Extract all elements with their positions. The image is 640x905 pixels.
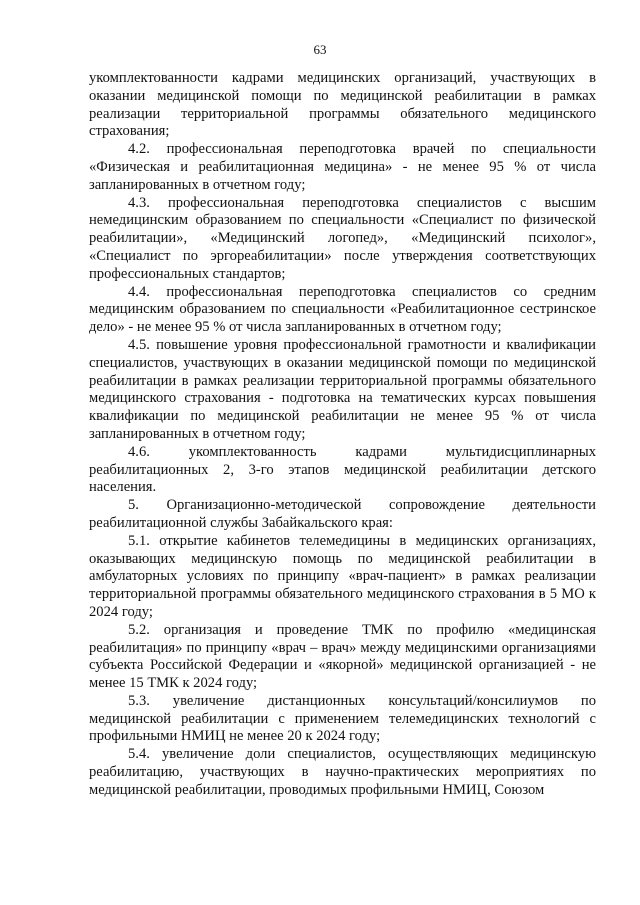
paragraph-5-2: 5.2. организация и проведение ТМК по профилю «медицинская реабилитация» по принципу «врач – врач» между медицинскими организациями субъекта Российской Федерации и «якорной» медицинской организацией - не менее 15 ТМК к 2024 году; — [89, 621, 596, 692]
paragraph-4-2: 4.2. профессиональная переподготовка врачей по специальности «Физическая и реабилитационная медицина» - не менее 95 % от числа запланированных в отчетном году; — [89, 141, 596, 193]
section-5-heading: 5. Организационно-методической сопровождение деятельности реабилитационной службы Забайкальского края: — [89, 497, 596, 531]
paragraph-5-3: 5.3. увеличение дистанционных консультаций/консилиумов по медицинской реабилитации с применением телемедицинских технологий с профильными НМИЦ не менее 20 к 2024 году; — [89, 692, 596, 745]
paragraph-4-5: 4.5. повышение уровня профессиональной грамотности и квалификации специалистов, участвующих в оказании медицинской помощи по медицинской реабилитации в рамках реализации территориальной программы обязательного медицинского страхования - подготовка на тематических курсах повышения квалификации по медицинской реабилитации не менее 95 % от числа запланированных в отчетном году; — [89, 336, 596, 442]
page-number: 63 — [313, 42, 327, 57]
paragraph-4-6: 4.6. укомплектованность кадрами мультидисциплинарных реабилитационных 2, 3-го этапов медицинской реабилитации детского населения. — [89, 443, 596, 496]
paragraph-staffing-continued: укомплектованности кадрами медицинских организаций, участвующих в оказании медицинской помощи по медицинской реабилитации в рамках реализации территориальной программы обязательного медицинского страхования; — [89, 70, 596, 140]
paragraph-5-1: 5.1. открытие кабинетов телемедицины в медицинских организациях, оказывающих медицинскую помощь по медицинской реабилитации в амбулаторных условиях по принципу «врач-пациент» в рамках реализации территориальной программы обязательного медицинского страхования в 5 МО к 2024 году; — [89, 532, 596, 620]
document-body — [89, 70, 596, 800]
paragraph-4-3: 4.3. профессиональная переподготовка специалистов с высшим немедицинским образованием по специальности «Специалист по физической реабилитации», «Медицинский логопед», «Медицинский психолог», «Специалист по эргореабилитации» после утверждения соответствующих профессиональных стандартов; — [89, 194, 596, 282]
paragraph-4-4: 4.4. профессиональная переподготовка специалистов со средним медицинским образованием по специальности «Реабилитационное сестринское дело» - не менее 95 % от числа запланированных в отчетном году; — [89, 283, 596, 336]
paragraph-5-4: 5.4. увеличение доли специалистов, осуществляющих медицинскую реабилитацию, участвующих в научно-практических мероприятиях по медицинской реабилитации, проводимых профильными НМИЦ, Союзом — [89, 746, 596, 798]
